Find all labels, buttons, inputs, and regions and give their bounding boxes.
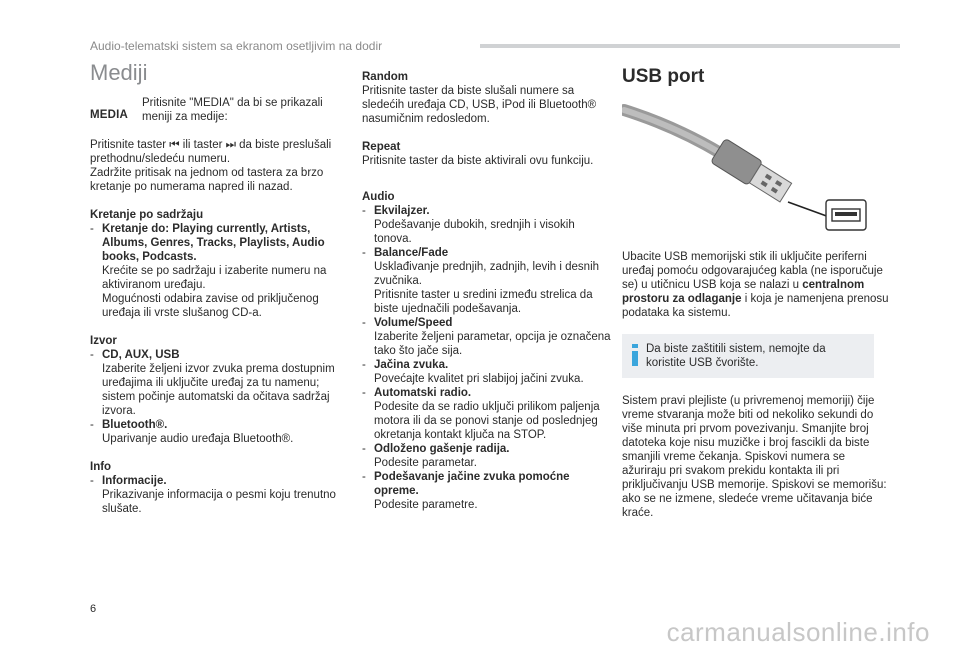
- item-title: Volume/Speed: [374, 317, 453, 329]
- item-text: Prikazivanje informacija o pesmi koju trenutno slušate.: [102, 489, 336, 515]
- list-item: [90, 348, 352, 418]
- random-text: Pritisnite taster da biste slušali numere sa sledećih uređaja CD, USB, iPod ili Bluetooth® nasumičnim redosledom.: [362, 85, 597, 125]
- column-usb: [622, 62, 892, 520]
- dash-bullet: -: [362, 317, 366, 329]
- repeat-text: Pritisnite taster da biste aktivirali ovu funkciju.: [362, 155, 594, 167]
- intro-line: Pritisnite taster ⏮ ili taster ⏭ da biste preslušali prethodnu/sledeću numeru.: [90, 139, 332, 165]
- browse-section: [90, 208, 352, 320]
- item-text: Podesite da se radio uključi prilikom paljenja motora ili da se ponovi stanje od poslednjeg okretanja kontakt ključa na STOP.: [374, 401, 600, 441]
- random-heading: Random: [362, 71, 408, 83]
- dash-bullet: -: [362, 471, 366, 483]
- dash-bullet: -: [362, 387, 366, 399]
- repeat-section: [362, 140, 612, 168]
- running-header: Audio-telematski sistem sa ekranom osetljivim na dodir: [90, 39, 383, 53]
- info-note-text: Da biste zaštitili sistem, nemojte da koristite USB čvorište.: [646, 343, 826, 369]
- section-title-mediji: Mediji: [90, 60, 148, 85]
- audio-section: [362, 190, 612, 512]
- info-icon: [624, 342, 646, 370]
- column-settings: [362, 70, 612, 526]
- dash-bullet: -: [90, 349, 94, 361]
- item-title: Balance/Fade: [374, 247, 449, 259]
- item-text: Izaberite željeni izvor zvuka prema dostupnim uređajima ili uključite uređaj za tu namenu; sistem počinje automatski da očitava sadržaj izvora.: [102, 363, 335, 417]
- storage-location: centralnom prostoru za odlaganje: [622, 279, 865, 305]
- info-note: [622, 334, 874, 378]
- item-title: Jačina zvuka.: [374, 359, 449, 371]
- list-item: [362, 316, 612, 358]
- column-media: [90, 60, 352, 530]
- list-item: [362, 358, 612, 386]
- item-text: Podesite parametre.: [374, 499, 478, 511]
- item-text: Uparivanje audio uređaja Bluetooth®.: [102, 433, 294, 445]
- item-title: Ekvilajzer.: [374, 205, 430, 217]
- usb-stick-icon: [622, 102, 872, 232]
- playlist-text: Sistem pravi plejliste (u privremenoj memoriji) čije vreme stvaranja može biti od nekoliko sekundi do više minuta pri prvom povezivanju. Smanjite broj datoteka koje nisu muzičke i broj fascikli da biste smanjili vreme čekanja. Spiskovi numera se ažuriraju pri svakom prekidu kontakta ili pri priključivanju USB memorije. Spiskovi se memorišu: ako se ne izmene, sledeće vreme učitavanja biće kraće.: [622, 395, 887, 519]
- item-text: Podešavanje dubokih, srednjih i visokih tonova.: [374, 219, 575, 245]
- info-section: [90, 460, 352, 516]
- item-title: CD, AUX, USB: [102, 349, 180, 361]
- item-title: Odloženo gašenje radija.: [374, 443, 510, 455]
- item-text: Povećajte kvalitet pri slabijoj jačini zvuka.: [374, 373, 584, 385]
- media-button-icon: MEDIA: [90, 109, 129, 121]
- item-text: Podesite parametar.: [374, 457, 477, 469]
- item-title: Podešavanje jačine zvuka pomoćne opreme.: [374, 471, 570, 497]
- item-title: Automatski radio.: [374, 387, 472, 399]
- page-number: 6: [90, 603, 97, 615]
- dash-bullet: -: [90, 223, 94, 235]
- list-item: [362, 442, 612, 470]
- dash-bullet: -: [362, 359, 366, 371]
- list-item: [362, 470, 612, 512]
- intro-line: Zadržite pritisak na jednom od tastera za brzo kretanje po numerama napred ili nazad.: [90, 167, 324, 193]
- item-text: Mogućnosti odabira zavise od priključenog uređaja ili vrste slušanog CD-a.: [102, 293, 319, 319]
- list-item: [362, 246, 612, 316]
- item-text: Usklađivanje prednjih, zadnjih, levih i desnih zvučnika.: [374, 261, 600, 287]
- list-item: [90, 474, 352, 516]
- dash-bullet: -: [90, 475, 94, 487]
- list-item: [90, 418, 352, 446]
- list-item: [362, 386, 612, 442]
- item-text: Izaberite željeni parametar, opcija je označena tako što jače sija.: [374, 331, 611, 357]
- info-heading: Info: [90, 461, 112, 473]
- dash-bullet: -: [362, 205, 366, 217]
- source-heading: Izvor: [90, 335, 117, 347]
- repeat-heading: Repeat: [362, 141, 401, 153]
- item-title: Kretanje do: Playing currently, Artists, Albums, Genres, Tracks, Playlists, Audio books, Podcasts.: [102, 223, 325, 263]
- dash-bullet: -: [362, 247, 366, 259]
- list-item: [362, 204, 612, 246]
- dash-bullet: -: [90, 419, 94, 431]
- item-text: Krećite se po sadržaju i izaberite numeru na aktiviranom uređaju.: [102, 265, 327, 291]
- item-text: Pritisnite taster u sredini između strelica da biste ujednačili podešavanja.: [374, 289, 593, 315]
- source-section: [90, 334, 352, 446]
- random-section: [362, 70, 612, 126]
- media-button-row: [90, 96, 352, 124]
- browse-heading: Kretanje po sadržaju: [90, 209, 204, 221]
- media-instruction: Pritisnite "MEDIA" da bi se prikazali meniji za medije:: [142, 97, 323, 123]
- item-title: Bluetooth®.: [102, 419, 168, 431]
- usb-connect-text: Ubacite USB memorijski stik ili uključite periferni uređaj pomoću odgovarajućeg kabla (ne isporučuje se) u utičnicu USB koja se nalazi u centralnom prostoru za odlaganje i koja je namenjena prenosu podataka ka sistemu.: [622, 251, 889, 319]
- track-skip-instructions: [90, 138, 352, 194]
- header-rule: [480, 44, 900, 48]
- usb-port-title: USB port: [622, 66, 705, 87]
- item-title: Informacije.: [102, 475, 167, 487]
- list-item: [90, 222, 352, 320]
- dash-bullet: -: [362, 443, 366, 455]
- audio-heading: Audio: [362, 191, 395, 203]
- watermark: carmanualsonline.info: [666, 617, 930, 647]
